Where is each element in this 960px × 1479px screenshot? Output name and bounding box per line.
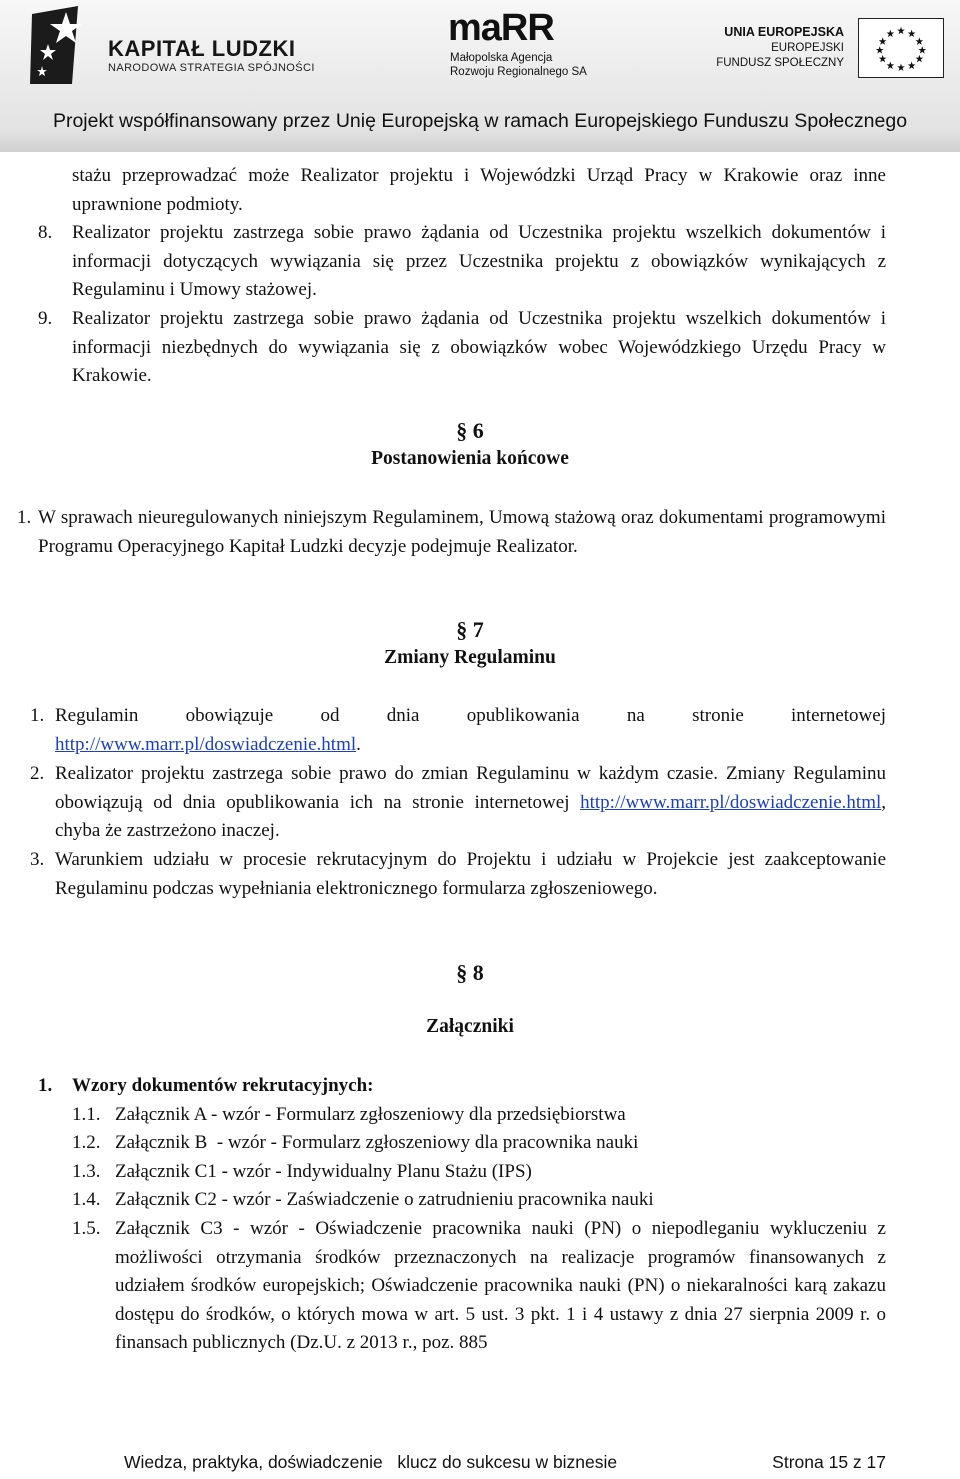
section-7-item-1-number: 1. xyxy=(30,705,45,726)
section-8-title: Załączniki xyxy=(426,1016,514,1037)
item-8-text: Realizator projektu zastrzega sobie prawo żądania od Uczestnika projektu wszelkich dokumentów i informacji dotyczących wywiązania się przez Uczestnika projektu z obowiązków wynikających z Regulaminu i Umowy stażowej. xyxy=(72,222,886,301)
section-6-item-1-number: 1. xyxy=(17,507,32,528)
section-7-item-2-text: Realizator projektu zastrzega sobie prawo do zmian Regulaminu w każdym czasie. Zmiany Regulaminu obowiązują od dnia opublikowania ich na stronie internetowej xyxy=(55,763,886,813)
marr-line-2: Rozwoju Regionalnego SA xyxy=(450,66,587,78)
item-8-number: 8. xyxy=(38,222,53,243)
page-footer xyxy=(0,1452,960,1478)
attachment-1-3-text: Załącznik C1 - wzór - Indywidualny Planu Stażu (IPS) xyxy=(115,1161,532,1182)
page-header xyxy=(0,0,960,152)
eu-line-1: UNIA EUROPEJSKA xyxy=(724,25,844,39)
section-6-title: Postanowienia końcowe xyxy=(371,448,569,469)
attachment-1-3-number: 1.3. xyxy=(72,1161,101,1182)
kapital-ludzki-title: KAPITAŁ LUDZKI xyxy=(108,36,296,61)
eu-logo xyxy=(716,18,944,80)
attachment-1-2-text: Załącznik B - wzór - Formularz zgłoszeniowy dla pracownika nauki xyxy=(115,1132,639,1153)
section-7-item-2-after: , chyba że zastrzeżono inaczej. xyxy=(55,791,886,842)
page-number: Strona 15 z 17 xyxy=(772,1452,886,1472)
attachment-1-2-number: 1.2. xyxy=(72,1132,101,1153)
item-9-number: 9. xyxy=(38,308,53,329)
marr-wordmark: maRR xyxy=(448,7,554,49)
section-7-item-2 xyxy=(55,760,886,846)
section-6-item-1-text: W sprawach nieuregulowanych niniejszym Regulaminem, Umową stażową oraz dokumentami programowymi Programu Operacyjnego Kapitał Ludzki decyzje podejmuje Realizator. xyxy=(38,507,886,557)
section-7-symbol: § 7 xyxy=(456,617,484,642)
section-8-list-title: Wzory dokumentów rekrutacyjnych: xyxy=(72,1075,374,1096)
footer-motto: Wiedza, praktyka, doświadczenie klucz do sukcesu w biznesie xyxy=(124,1452,618,1472)
section-7-item-3-text: Warunkiem udziału w procesie rekrutacyjnym do Projektu i udziału w Projekcie jest zaakceptowanie Regulaminu podczas wypełniania elektronicznego formularza zgłoszeniowego. xyxy=(55,849,886,899)
section-7-item-2-number: 2. xyxy=(30,763,45,784)
attachment-1-5-number: 1.5. xyxy=(72,1218,101,1239)
section-7-item-1-text: Regulamin obowiązuje od dnia opublikowania na stronie internetowej xyxy=(55,705,886,726)
kapital-ludzki-subtitle: NARODOWA STRATEGIA SPÓJNOŚCI xyxy=(108,62,315,74)
section-7-item-1-after: . xyxy=(356,733,361,755)
section-7-item-1 xyxy=(55,702,886,759)
eu-flag-icon xyxy=(858,18,944,78)
attachment-1-5-text: Załącznik C3 - wzór - Oświadczenie pracownika nauki (PN) o niepodleganiu wykluczeniu z możliwości otrzymania środków przeznaczonych na realizacje programów finansowanych z udziałem środków europejskich; Oświadczenie pracownika nauki (PN) o niekaralności karą zakazu dostępu do środków, o których mowa w art. 5 ust. 3 pkt. 1 i 4 ustawy z dnia 27 sierpnia 2009 r. o finansach publicznych (Dz.U. z 2013 r., poz. 885 xyxy=(115,1218,886,1354)
section-8-list-number: 1. xyxy=(38,1075,53,1096)
kapital-ludzki-logo xyxy=(28,4,318,86)
marr-line-1: Małopolska Agencja xyxy=(450,52,553,64)
paragraph-7-continuation: stażu przeprowadzać może Realizator projektu i Wojewódzki Urząd Pracy w Krakowie oraz inne uprawnione podmioty. xyxy=(72,165,886,215)
attachment-1-1-number: 1.1. xyxy=(72,1104,101,1125)
attachment-1-4-number: 1.4. xyxy=(72,1189,101,1210)
item-9-text: Realizator projektu zastrzega sobie prawo żądania od Uczestnika projektu wszelkich dokumentów i informacji niezbędnych do wywiązania się z obowiązków wobec Wojewódzkiego Urzędu Pracy w Krakowie. xyxy=(72,308,886,387)
section-6-symbol: § 6 xyxy=(456,418,484,443)
eu-logo-text xyxy=(716,24,844,71)
eu-line-2: EUROPEJSKI xyxy=(771,42,844,54)
attachment-1-1-text: Załącznik A - wzór - Formularz zgłoszeniowy dla przedsiębiorstwa xyxy=(115,1104,626,1125)
kapital-ludzki-star-icon xyxy=(28,4,100,86)
eu-line-3: FUNDUSZ SPOŁECZNY xyxy=(716,57,844,69)
section-8-symbol: § 8 xyxy=(456,960,484,985)
section-7-title: Zmiany Regulaminu xyxy=(384,647,556,668)
attachment-1-4-text: Załącznik C2 - wzór - Zaświadczenie o zatrudnieniu pracownika nauki xyxy=(115,1189,654,1210)
cofinancing-banner: Projekt współfinansowany przez Unię Europejską w ramach Europejskiego Funduszu Społecznego xyxy=(52,110,908,132)
doswiadczenie-link-2[interactable]: http://www.marr.pl/doswiadczenie.html xyxy=(580,791,882,813)
doswiadczenie-link-1[interactable]: http://www.marr.pl/doswiadczenie.html xyxy=(55,733,357,755)
marr-logo xyxy=(448,8,608,84)
section-7-item-3-number: 3. xyxy=(30,849,45,870)
